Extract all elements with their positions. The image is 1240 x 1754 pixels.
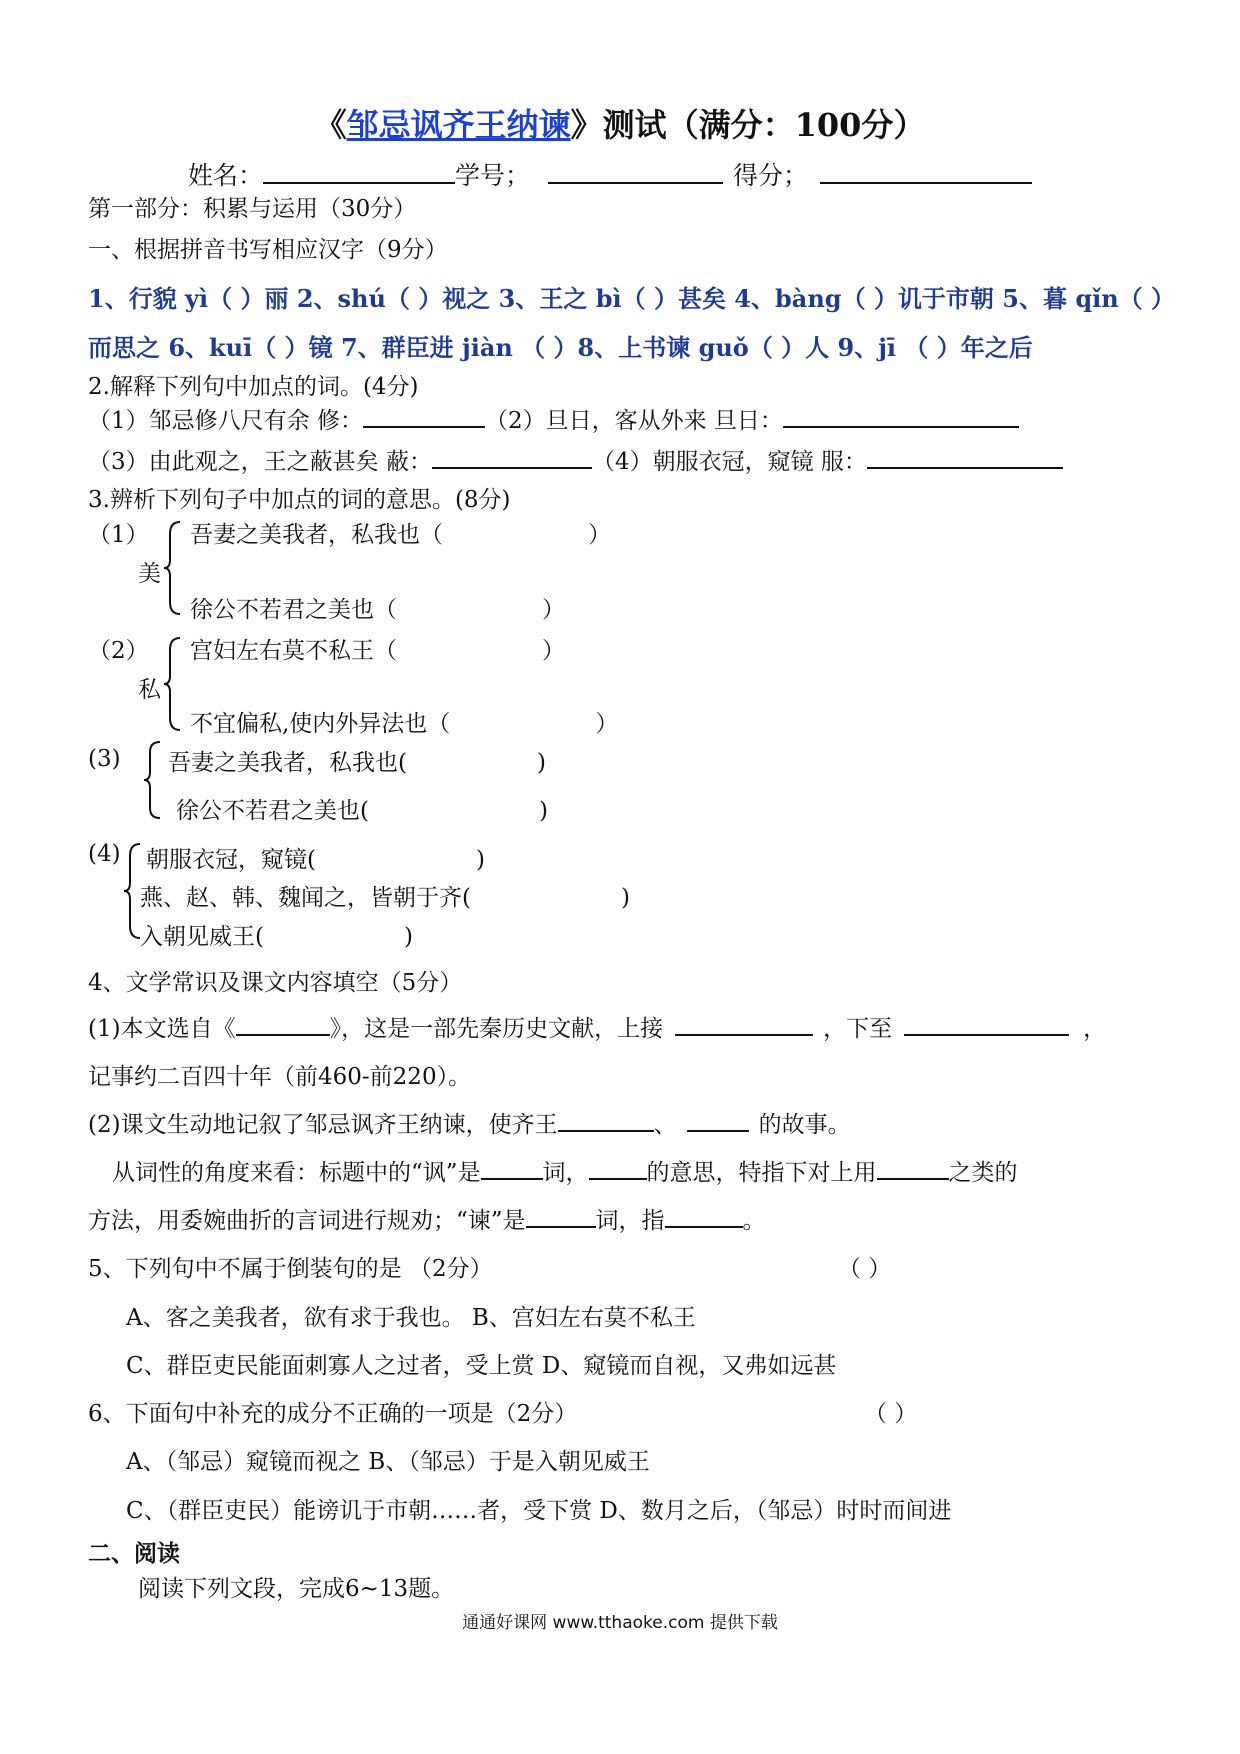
name-field[interactable] [263,160,455,184]
q5-options-cd: C、群臣吏民能面刺寡人之过者，受上赏 D、窥镜而自视，又弗如远甚 [126,1353,837,1379]
q3-g1-b [190,591,565,624]
q3-g3-b [176,792,548,825]
q3-g4-a [146,841,485,874]
q5-options-ab: A、客之美我者，欲有求于我也。 B、宫妇左右莫不私王 [126,1305,696,1331]
q2-line2 [88,443,1063,476]
q3-g4-c-close: ) [403,924,413,950]
q4-l1-c: ，下至 [823,1016,893,1042]
q3-g4-a-close: ) [475,847,485,873]
q4-next-field[interactable] [904,1012,1069,1036]
q2-heading: 2.解释下列句中加点的词。(4分) [88,374,419,400]
q1-line2: 而思之 6、kuī（ ）镜 7、群臣进 jiàn （ ）8、上书谏 guǒ（ ）人 9、jī （ ）年之后 [88,333,1033,362]
q2-answer4[interactable] [867,445,1063,469]
q4-l1-d: ， [1083,1016,1107,1042]
q2-line1 [88,402,1019,435]
q3-g3-a-close: ) [536,750,546,776]
q4-l5-b: 词，指 [595,1208,665,1234]
q2-item3: （3）由此观之，王之蔽甚矣 蔽： [88,449,432,475]
q3-g2-a [190,632,565,665]
title-link[interactable]: 邹忌讽齐王纳谏 [346,106,571,144]
q2-answer3[interactable] [432,445,592,469]
q3-g1-brace [162,520,184,616]
q3-g3-brace [142,740,164,820]
q5-heading: 5、下列句中不属于倒装句的是 （2分） [88,1256,493,1282]
q3-g3-b-text: 徐公不若君之美也( [176,798,369,824]
q3-g2-brace [162,636,184,732]
q4-l4-c: 的意思，特指下对上用 [646,1160,877,1186]
q4-l3-c: 的故事。 [758,1112,851,1138]
q3-g2-num: （2） [88,638,149,664]
q3-g4-num: (4) [88,841,121,867]
q3-g1-a [190,516,611,549]
q4-line1 [88,1010,1106,1043]
q3-g2-a-close: ） [542,638,565,664]
q4-l3-b: 、 [653,1112,677,1138]
q5-answer-paren[interactable]: （ ） [838,1256,892,1282]
q3-g1-word: 美 [138,561,161,587]
q3-g4-c [140,918,413,951]
q4-feng-meaning-field[interactable] [589,1156,647,1180]
score-label: 得分； [733,161,809,190]
q4-l3-a: (2)课文生动地记叙了邹忌讽齐王纳谏，使齐王 [88,1112,558,1138]
q4-result1-field[interactable] [558,1108,654,1132]
footer-credit: 通通好课网 www.tthaoke.com 提供下载 [462,1613,778,1633]
q4-jian-meaning-field[interactable] [665,1204,743,1228]
q4-l1-b: 》，这是一部先秦历史文献，上接 [329,1016,664,1042]
q2-item4: （4）朝服衣冠，窥镜 服： [591,449,867,475]
q3-g4-b [140,879,630,912]
q4-feng-pos-field[interactable] [481,1156,543,1180]
q2-answer1[interactable] [363,404,485,428]
q4-l5-a: 方法，用委婉曲折的言词进行规劝；“谏”是 [88,1208,526,1234]
q3-g1-b-close: ） [542,597,565,623]
part2-heading: 二、阅读 [88,1540,180,1567]
q1-heading: 一、根据拼音书写相应汉字（9分） [88,237,448,263]
q3-g1-num: （1） [88,522,149,548]
q2-answer2[interactable] [783,404,1019,428]
id-label: 学号； [455,161,531,190]
q3-g3-num: (3) [88,746,121,772]
q4-jian-pos-field[interactable] [526,1204,596,1228]
q4-l4-d: 之类的 [948,1160,1018,1186]
q6-answer-paren[interactable]: （ ） [864,1401,918,1427]
q4-l5-c: 。 [742,1208,766,1234]
q4-result2-field[interactable] [687,1108,749,1132]
name-label: 姓名： [188,161,264,190]
q3-g3-a [168,744,546,777]
q3-g4-b-text: 燕、赵、韩、魏闻之，皆朝于齐( [140,885,471,911]
q4-book-field[interactable] [236,1012,330,1036]
q3-g3-a-text: 吾妻之美我者，私我也( [168,750,407,776]
q4-line4 [112,1154,1018,1187]
student-info-row [188,156,1032,192]
q3-g3-b-close: ) [538,798,548,824]
q3-g4-a-text: 朝服衣冠，窥镜( [146,847,316,873]
q3-g2-word: 私 [138,677,161,703]
score-field[interactable] [820,160,1032,184]
q4-method-field[interactable] [877,1156,949,1180]
page-title [0,100,1240,146]
q1-line1: 1、行貌 yì（ ）丽 2、shú（ ）视之 3、王之 bì（ ）甚矣 4、bàng（ ）讥于市朝 5、暮 qǐn（ ） [88,284,1176,313]
q6-options-cd: C、（群臣吏民）能谤讥于市朝……者，受下赏 D、数月之后，（邹忌）时时而间进 [126,1498,952,1524]
q3-g4-c-text: 入朝见威王( [140,924,264,950]
q4-line5 [88,1202,766,1235]
q6-options-ab: A、（邹忌）窥镜而视之 B、（邹忌）于是入朝见威王 [126,1449,650,1475]
q3-g1-a-close: ） [588,522,611,548]
q3-g1-b-text: 徐公不若君之美也（ [190,597,397,623]
q2-item2: （2）旦日，客从外来 旦日： [484,408,783,434]
q4-line3 [88,1106,851,1139]
q3-g2-b [190,705,618,738]
q3-g2-a-text: 宫妇左右莫不私王（ [190,638,397,664]
part2-intro: 阅读下列文段，完成6~13题。 [138,1576,455,1602]
id-field[interactable] [548,160,723,184]
q6-heading: 6、下面句中补充的成分不正确的一项是（2分） [88,1401,578,1427]
q2-item1: （1）邹忌修八尺有余 修： [88,408,363,434]
q3-heading: 3.辨析下列句子中加点的词的意思。(8分) [88,487,511,513]
q4-l4-a: 从词性的角度来看：标题中的“讽”是 [112,1160,481,1186]
q3-g2-b-text: 不宜偏私,使内外异法也（ [190,711,451,737]
q3-g4-b-close: ) [620,885,630,911]
q4-line2: 记事约二百四十年（前460-前220）。 [88,1064,472,1090]
title-rest: 》测试（满分：100分） [570,106,926,144]
title-open: 《 [314,106,347,144]
q4-l1-a: (1)本文选自《 [88,1016,236,1042]
q4-heading: 4、文学常识及课文内容填空（5分） [88,970,463,996]
q4-l4-b: 词， [542,1160,589,1186]
q3-g2-b-close: ） [595,711,619,737]
part1-heading: 第一部分：积累与运用（30分） [88,196,417,222]
q4-prev-field[interactable] [675,1012,813,1036]
q3-g1-a-text: 吾妻之美我者，私我也（ [190,522,443,548]
